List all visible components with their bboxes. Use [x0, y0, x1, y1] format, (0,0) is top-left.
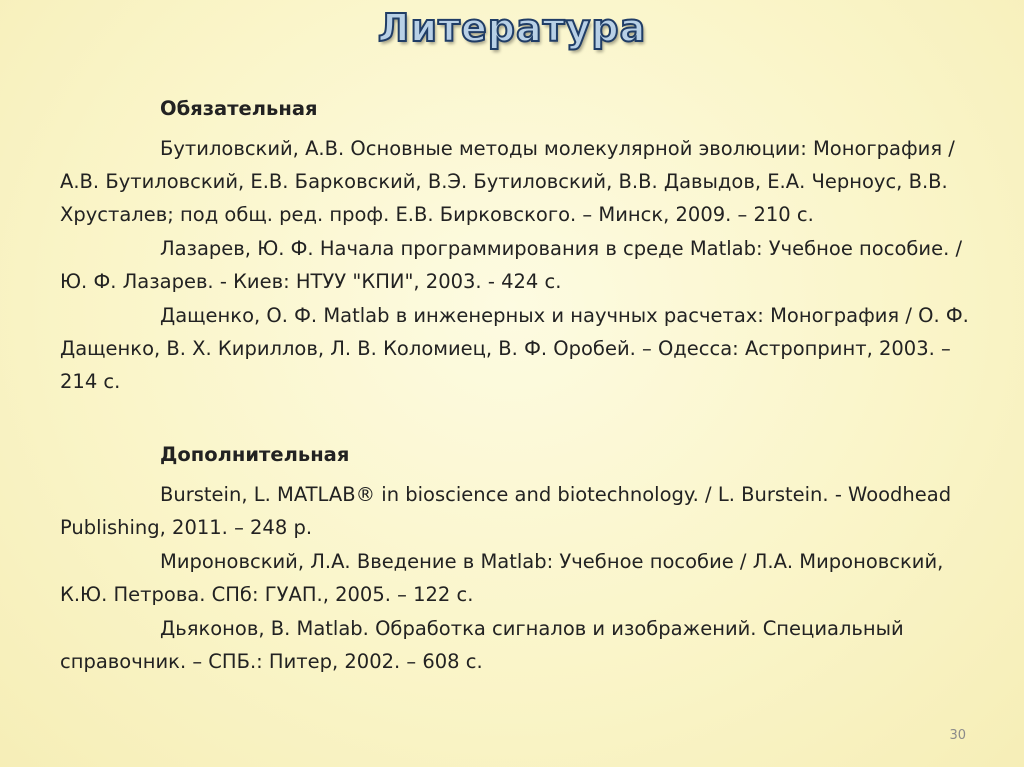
reference-entry: Burstein, L. MATLAB® in bioscience and biotechnology. / L. Burstein. - Woodhead Publishing, 2011. – 248 p. — [60, 483, 952, 539]
reference-entry: Лазарев, Ю. Ф. Начала программирования в среде Matlab: Учебное пособие. / Ю. Ф. Лазарев. - Киев: НТУУ "КПИ", 2003. - 424 с. — [60, 237, 963, 293]
section-heading-additional: Дополнительная — [160, 443, 350, 466]
section-heading-required: Обязательная — [160, 97, 318, 120]
reference-entry: Бутиловский, А.В. Основные методы молекулярной эволюции: Монография / А.В. Бутиловский, Е.В. Барковский, В.Э. Бутиловский, В.В. Давыдов, Е.А. Черноус, В.В. Хрусталев; под общ. ред. проф. Е.В. Бирковского. – Минск, 2009. – 210 с. — [60, 137, 955, 226]
references-content — [60, 86, 970, 679]
reference-entry: Мироновский, Л.А. Введение в Matlab: Учебное пособие / Л.А. Мироновский, К.Ю. Петрова. СПб: ГУАП., 2005. – 122 с. — [60, 550, 944, 606]
reference-entry: Дьяконов, В. Matlab. Обработка сигналов и изображений. Специальный справочник. – СПБ.: Питер, 2002. – 608 с. — [60, 617, 904, 673]
section-spacer — [60, 399, 970, 432]
reference-entry: Дащенко, О. Ф. Matlab в инженерных и научных расчетах: Монография / О. Ф. Дащенко, В. Х. Кириллов, Л. В. Коломиец, В. Ф. Оробей. – Одесса: Астропринт, 2003. – 214 с. — [60, 304, 969, 393]
page-number: 30 — [949, 728, 966, 743]
slide-title: Литература — [377, 6, 647, 50]
